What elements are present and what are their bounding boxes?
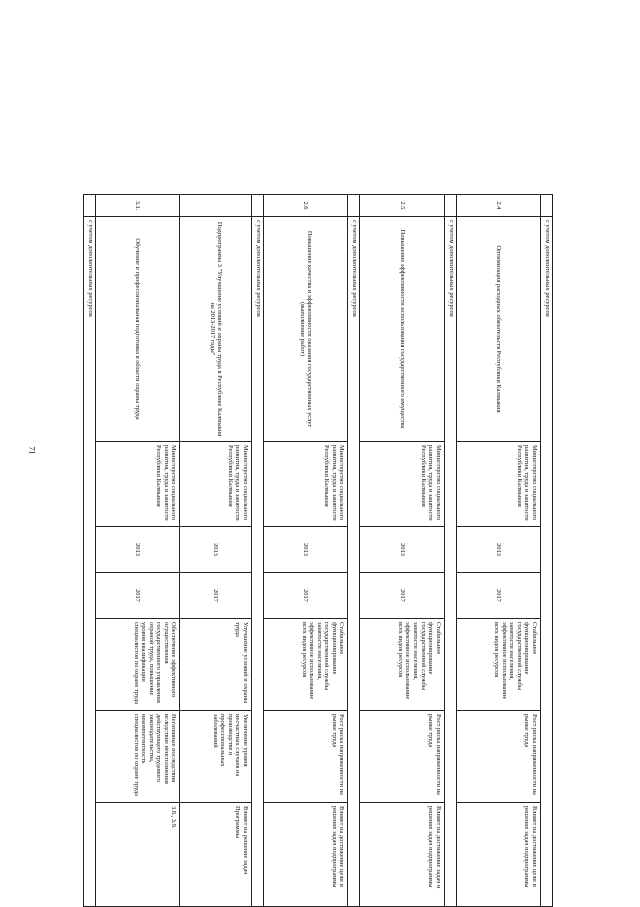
cell-executor: Министерство социального развития, труда и занятости Республики Калмыкия xyxy=(360,442,444,527)
rotated-page xyxy=(83,194,553,906)
cell-risk: Рост риска напряженности на рынке труда xyxy=(264,711,348,803)
cell-risk: Рост риска напряженности на рынке труда xyxy=(360,711,444,803)
cell-empty xyxy=(348,195,360,217)
cell-result: Стабильное функционирование государственной службы занятости населения, эффективное использование всех видов ресурсов xyxy=(456,619,540,711)
cell-result: Стабильное функционирование государственной службы занятости населения, эффективное использование всех видов ресурсов xyxy=(264,619,348,711)
cell-executor: Министерство социального развития, труда и занятости Республики Калмыкия xyxy=(180,442,252,527)
cell-name: Повышение эффективности использования государственного имущества xyxy=(360,217,444,442)
table-row-separator xyxy=(84,195,96,907)
cell-end-year: 2017 xyxy=(456,573,540,619)
cell-number: 2.5 xyxy=(360,195,444,217)
cell-number xyxy=(180,195,252,217)
table-row-separator xyxy=(252,195,264,907)
cell-executor: Министерство социального развития, труда и занятости Республики Калмыкия xyxy=(456,442,540,527)
cell-link: 3.8., 3.9. xyxy=(96,803,180,907)
cell-number: 2.6 xyxy=(264,195,348,217)
cell-end-year: 2017 xyxy=(264,573,348,619)
cell-number: 2.4 xyxy=(456,195,540,217)
cell-executor: Министерство социального развития, труда и занятости Республики Калмыкия xyxy=(264,442,348,527)
cell-link: Влияет на решение задач Программы xyxy=(180,803,252,907)
separator-text: с учетом дополнительных ресурсов xyxy=(84,217,96,907)
cell-link: Влияет на достижение задач и решение задач подпрограммы xyxy=(360,803,444,907)
cell-empty xyxy=(252,195,264,217)
cell-empty xyxy=(444,195,456,217)
cell-link: Влияет на достижение цели и решение задач подпрограммы xyxy=(456,803,540,907)
table-row-separator xyxy=(541,195,553,907)
program-table xyxy=(83,194,553,907)
table-body xyxy=(84,195,553,907)
table-row-separator xyxy=(444,195,456,907)
cell-name: Подпрограмма 3 "Улучшение условий и охраны труда в Республике Калмыкия на 2013-2017 годы" xyxy=(180,217,252,442)
page-number: 71 xyxy=(27,446,37,455)
cell-executor: Министерство социального развития, труда и занятости Республики Калмыкия xyxy=(96,442,180,527)
cell-start-year: 2013 xyxy=(360,527,444,573)
cell-end-year: 2017 xyxy=(180,573,252,619)
table-row-separator xyxy=(348,195,360,907)
cell-name: Повышение качества и эффективности оказания государственных услуг (выполнение работ) xyxy=(264,217,348,442)
table-row xyxy=(96,195,180,907)
cell-result: Обеспечение эффективного осуществления государственного управления охраной труда, повышение уровня квалификации специалистов по охране труда xyxy=(96,619,180,711)
separator-text: с учетом дополнительных ресурсов xyxy=(348,217,360,907)
cell-risk: Увеличение уровня несчастных случаев на производстве и профессиональных заболеваний xyxy=(180,711,252,803)
cell-start-year: 2013 xyxy=(264,527,348,573)
cell-start-year: 2013 xyxy=(96,527,180,573)
cell-number: 3.1. xyxy=(96,195,180,217)
separator-text: с учетом дополнительных ресурсов xyxy=(444,217,456,907)
cell-link: Влияет на достижение цели и решение задач подпрограммы xyxy=(264,803,348,907)
table-row xyxy=(180,195,252,907)
separator-text: с учетом дополнительных ресурсов xyxy=(541,217,553,907)
cell-empty xyxy=(84,195,96,217)
cell-empty xyxy=(541,195,553,217)
cell-name: Оптимизация расходных обязательств Республики Калмыкия xyxy=(456,217,540,442)
cell-result: Улучшение условий и охраны труда xyxy=(180,619,252,711)
cell-end-year: 2017 xyxy=(96,573,180,619)
cell-name: Обучение и профессиональная подготовка в области охраны труда xyxy=(96,217,180,442)
cell-start-year: 2013 xyxy=(180,527,252,573)
cell-start-year: 2013 xyxy=(456,527,540,573)
table-row xyxy=(360,195,444,907)
cell-result: Стабильное функционирование государственной службы занятости населения, эффективное использование всех видов ресурсов xyxy=(360,619,444,711)
table-row xyxy=(456,195,540,907)
cell-risk: Рост риска напряженности на рынке труда xyxy=(456,711,540,803)
separator-text: с учетом дополнительных ресурсов xyxy=(252,217,264,907)
cell-risk: Негативные последствия вследствие неисполнения действующего трудового законодательства, некомпетентность специалистов по охране труда xyxy=(96,711,180,803)
table-row xyxy=(264,195,348,907)
cell-end-year: 2017 xyxy=(360,573,444,619)
